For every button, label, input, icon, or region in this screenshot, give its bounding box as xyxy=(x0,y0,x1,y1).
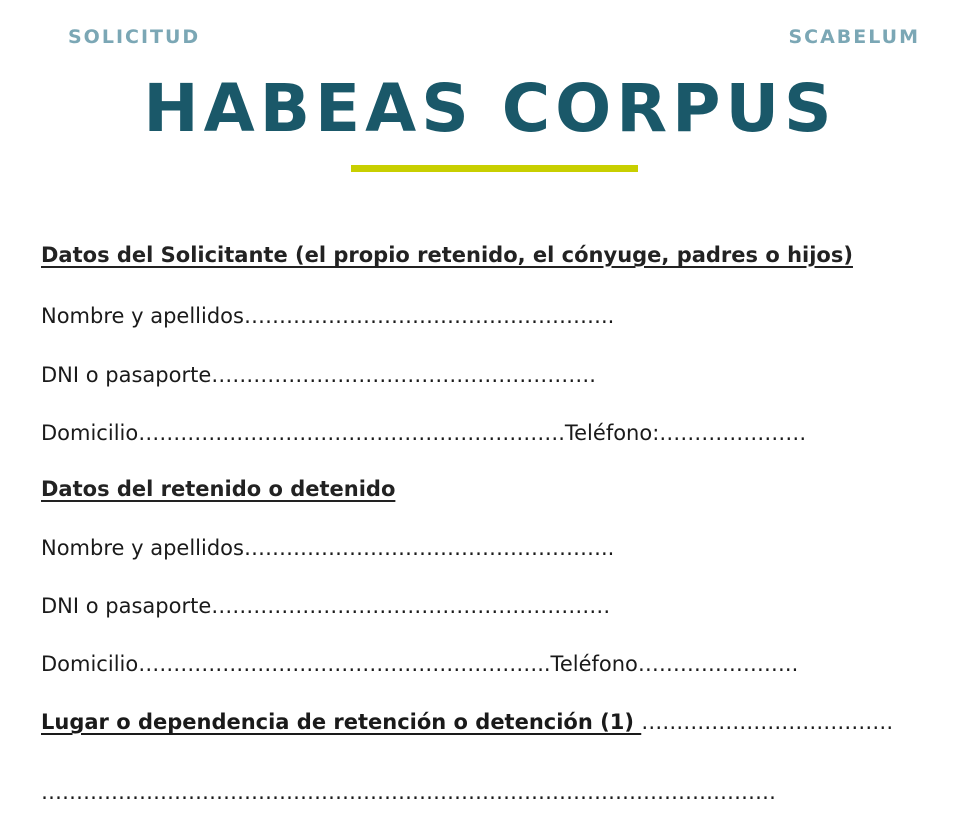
retenido-domicilio-telefono-field[interactable]: Domicilio…………………………………………………..Teléfono………………….. xyxy=(41,652,799,676)
solicitante-nombre-field[interactable]: Nombre y apellidos…………………………………………….. xyxy=(41,304,615,328)
solicitante-domicilio-telefono-field[interactable]: Domicilio…………………………………………………….Teléfono:………………… xyxy=(41,421,807,445)
solicitante-dni-field[interactable]: DNI o pasaporte………………………………………………. xyxy=(41,363,596,387)
lugar-detencion-line[interactable] xyxy=(41,710,893,734)
retenido-nombre-field[interactable]: Nombre y apellidos…………………………………………….. xyxy=(41,536,615,560)
lugar-detencion-dots: ……………………………… xyxy=(641,710,894,734)
retenido-dni-field[interactable]: DNI o pasaporte………………………………………………… xyxy=(41,594,611,618)
page-title: HABEAS CORPUS xyxy=(143,70,837,147)
section-heading-retenido: Datos del retenido o detenido xyxy=(41,477,396,501)
section-heading-lugar: Lugar o dependencia de retención o detención (1) xyxy=(41,710,642,734)
title-underline-bar xyxy=(351,165,638,172)
document-type-label: SOLICITUD xyxy=(68,26,201,48)
brand-label: SCABELUM xyxy=(788,26,920,48)
section-heading-solicitante: Datos del Solicitante (el propio retenido, el cónyuge, padres o hijos) xyxy=(41,243,853,267)
lugar-detencion-continuation[interactable]: …………………………………………………………………………………………… xyxy=(41,780,776,804)
